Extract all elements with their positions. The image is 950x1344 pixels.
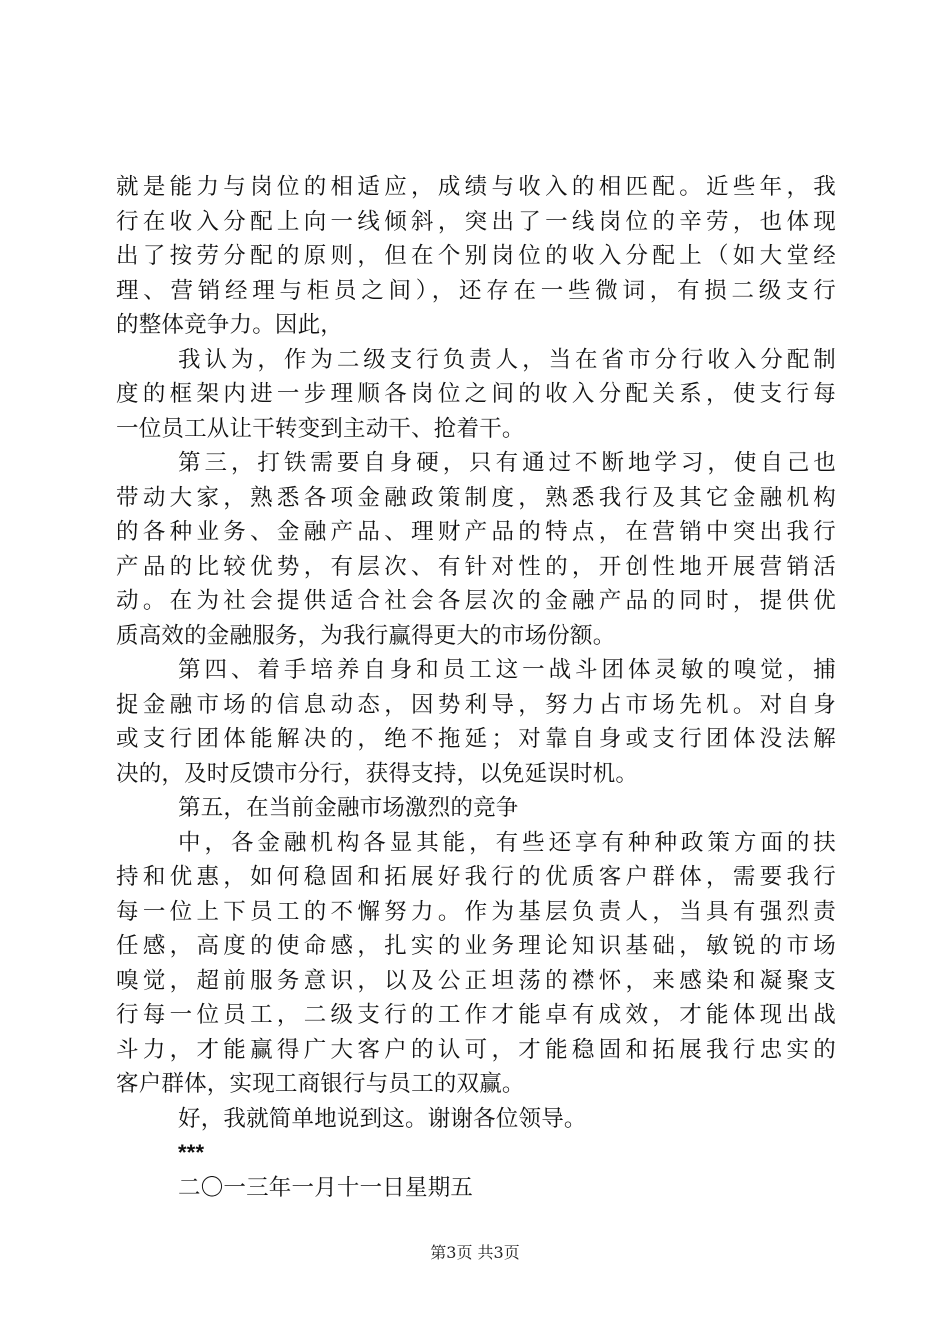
text-line: 产品的比较优势，有层次、有针对性的，开创性地开展营销活 (116, 553, 836, 580)
date-line: 二〇一三年一月十一日星期五 (178, 1174, 474, 1201)
text-line: 客户群体，实现工商银行与员工的双赢。 (116, 1071, 525, 1097)
text-line: 持和优惠，如何稳固和拓展好我行的优质客户群体，需要我行 (116, 864, 836, 890)
text-line: 理、营销经理与柜员之间），还存在一些微词，有损二级支行 (116, 277, 836, 304)
text-line: 就是能力与岗位的相适应，成绩与收入的相匹配。近些年，我 (116, 174, 836, 200)
text-line: 中，各金融机构各显其能，有些还享有种种政策方面的扶 (178, 829, 836, 856)
text-line: 一位员工从让干转变到主动干、抢着干。 (116, 415, 525, 442)
text-line: 行每一位员工，二级支行的工作才能卓有成效，才能体现出战 (116, 1002, 836, 1028)
text-line: 好，我就简单地说到这。谢谢各位领导。 (178, 1105, 587, 1132)
text-line: 度的框架内进一步理顺各岗位之间的收入分配关系，使支行每 (116, 381, 836, 407)
text-line: 或支行团体能解决的，绝不拖延；对靠自身或支行团体没法解 (116, 726, 836, 752)
text-line: 第三，打铁需要自身硬，只有通过不断地学习，使自己也 (178, 450, 836, 476)
text-line: 斗力，才能赢得广大客户的认可，才能稳固和拓展我行忠实的 (116, 1036, 836, 1063)
text-line: 质高效的金融服务，为我行赢得更大的市场份额。 (116, 622, 616, 649)
text-line: 每一位上下员工的不懈努力。作为基层负责人，当具有强烈责 (116, 898, 836, 925)
text-line: 第五，在当前金融市场激烈的竞争 (178, 795, 519, 821)
text-line: 行在收入分配上向一线倾斜，突出了一线岗位的辛劳，也体现 (116, 208, 836, 235)
body-text (116, 170, 836, 1205)
text-line: 第四、着手培养自身和员工这一战斗团体灵敏的嗅觉，捕 (178, 657, 836, 683)
text-line: 出了按劳分配的原则，但在个别岗位的收入分配上（如大堂经 (116, 243, 836, 269)
text-line: 捉金融市场的信息动态，因势利导，努力占市场先机。对自身 (116, 691, 836, 718)
text-line: 决的，及时反馈市分行，获得支持，以免延误时机。 (116, 760, 639, 787)
text-line: 嗅觉，超前服务意识，以及公正坦荡的襟怀，来感染和凝聚支 (116, 967, 836, 994)
signature-placeholder: *** (178, 1140, 205, 1165)
text-line: 动。在为社会提供适合社会各层次的金融产品的同时，提供优 (116, 588, 836, 614)
text-line: 任感，高度的使命感，扎实的业务理论知识基础，敏锐的市场 (116, 933, 836, 959)
page-footer: 第3页 共3页 (430, 1243, 520, 1262)
text-line: 的各种业务、金融产品、理财产品的特点，在营销中突出我行 (116, 519, 836, 545)
text-line: 的整体竞争力。因此， (116, 312, 344, 338)
text-line: 带动大家，熟悉各项金融政策制度，熟悉我行及其它金融机构 (116, 484, 836, 511)
text-line: 我认为，作为二级支行负责人，当在省市分行收入分配制 (178, 346, 836, 373)
